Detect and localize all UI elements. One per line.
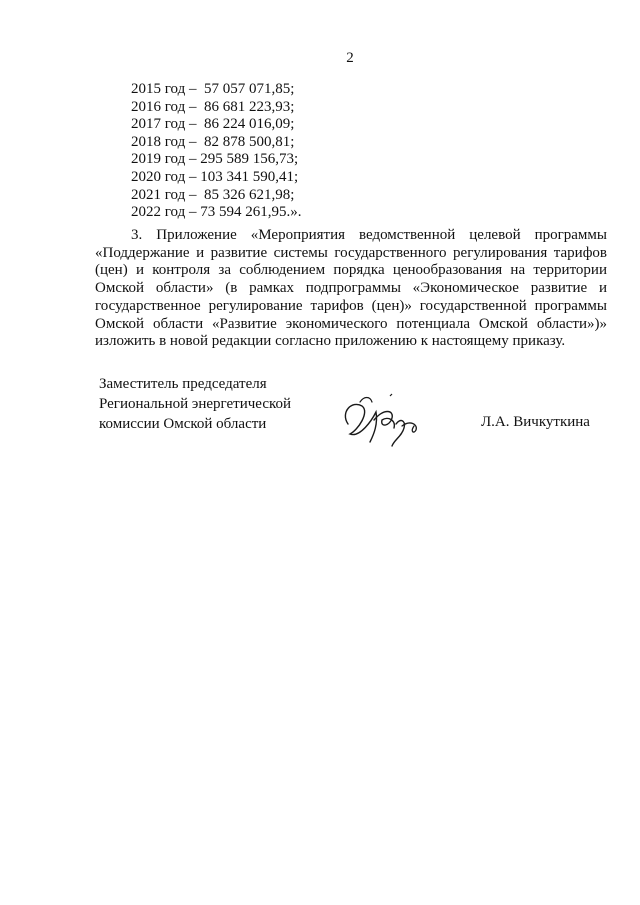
signatory-title-line: Региональной энергетической [99, 396, 292, 412]
year-list [131, 81, 301, 222]
year-row: 2016 год – 86 681 223,93; [131, 98, 295, 115]
signatory-title [99, 374, 291, 434]
signatory-name: Л.А. Вичкуткина [481, 414, 590, 430]
page-number: 2 [346, 50, 354, 66]
year-row: 2017 год – 86 224 016,09; [131, 116, 295, 133]
handwritten-signature [330, 390, 440, 450]
signatory-title-line: Заместитель председателя [99, 376, 267, 392]
year-row: 2021 год – 85 326 621,98; [131, 186, 295, 203]
body-paragraph: 3. Приложение «Мероприятия ведомственной целевой программы «Поддержание и развитие системы государственного регулирования тарифов (цен) и контроля за соблюдением порядка ценообразования на территории Омской области» (в рамках подпрограммы «Экономическое развитие и государственное регулирование тарифов (цен)» государственной программы Омской области «Развитие экономического потенциала Омской области»)» изложить в новой редакции согласно приложению к настоящему приказу. [95, 227, 607, 350]
year-row: 2020 год – 103 341 590,41; [131, 168, 299, 185]
year-row: 2019 год – 295 589 156,73; [131, 151, 299, 168]
year-row: 2015 год – 57 057 071,85; [131, 81, 295, 97]
signatory-title-line: комиссии Омской области [99, 416, 267, 432]
year-row: 2018 год – 82 878 500,81; [131, 133, 295, 150]
year-row: 2022 год – 73 594 261,95.». [131, 204, 302, 221]
